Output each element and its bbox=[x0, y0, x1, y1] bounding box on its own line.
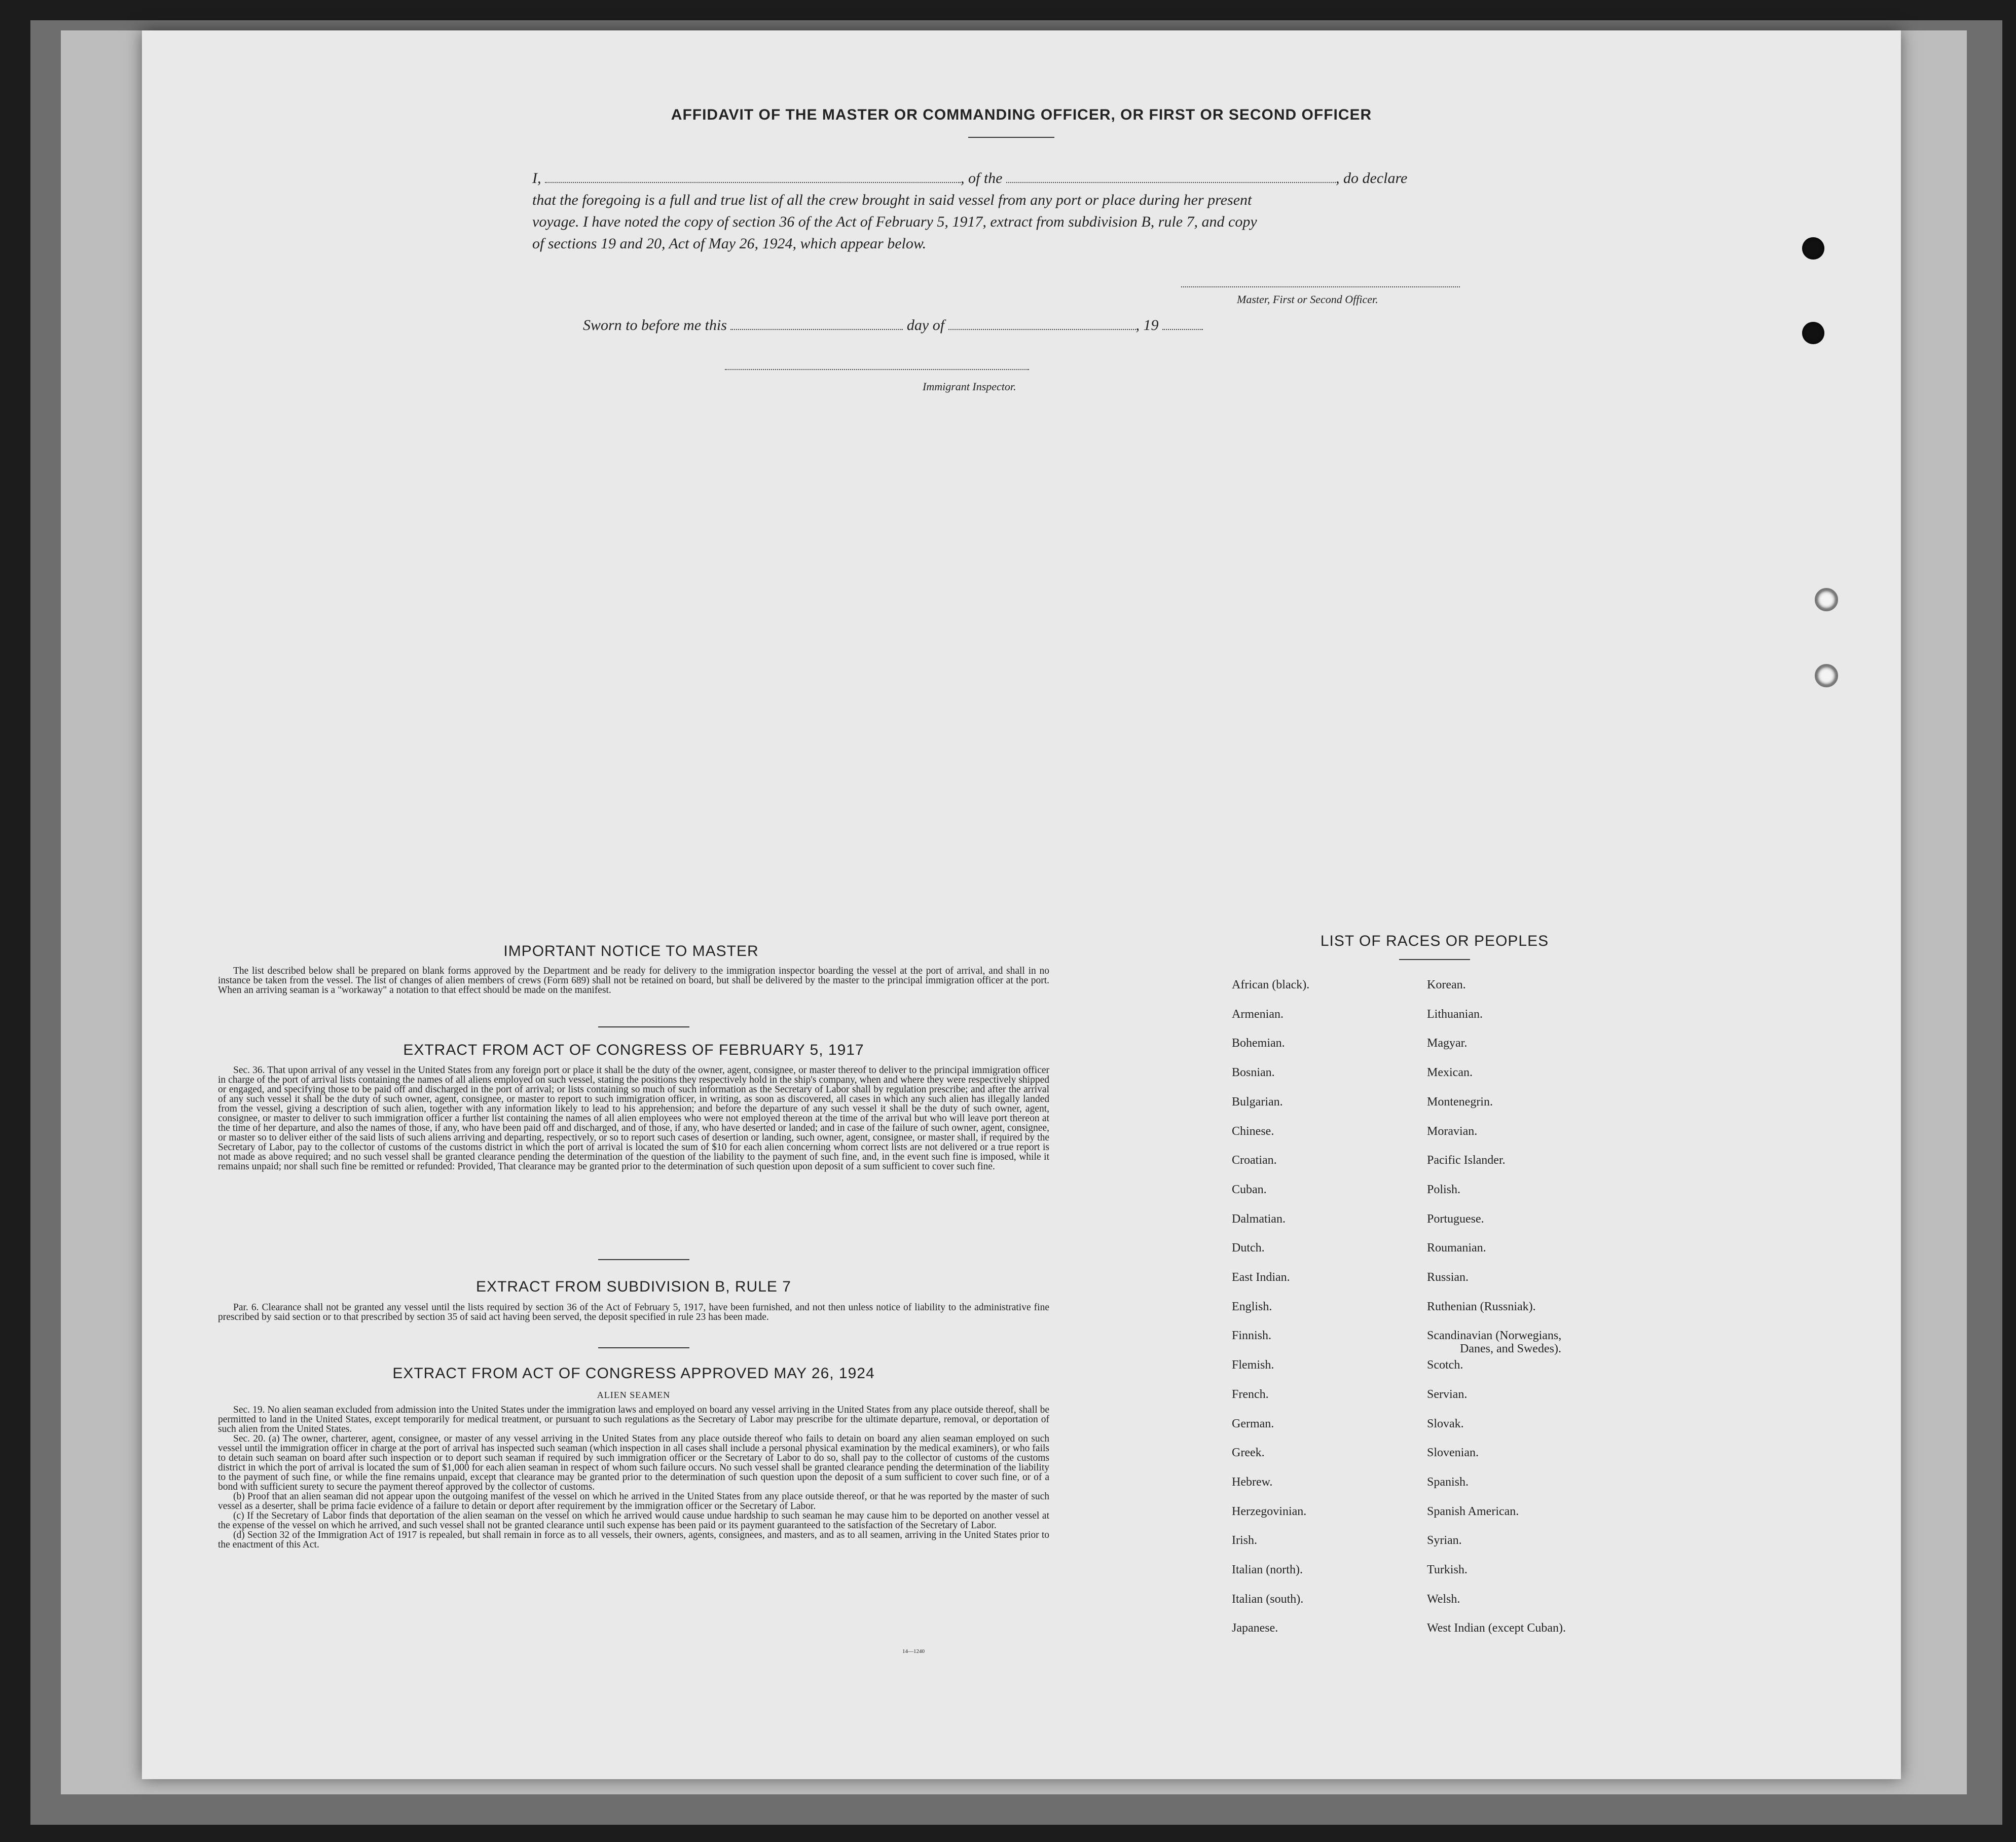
section-20a-paragraph: Sec. 20. (a) The owner, charterer, agent, consignee, or master of any vessel arriving in the United States from any place outside thereof who fails to detain on board any alien seaman employed on such vessel until the immigration officer in charge at the port of arrival has inspected such seaman (which inspection in all cases shall include a personal physical examination by the medical examiners), or who fails to detain such seaman on board after such inspection or to deport such seaman if required by such immigration officer or the Secretary of Labor to do so, shall pay to the collector of customs of the customs district in which the port of arrival is located the sum of $1,000 for each alien seaman in respect of whom such failure occurs. No such vessel shall be granted clearance pending the determination of the liability to the payment of such fine, or while the fine remains unpaid, except that clearance may be granted prior to the determination of such question upon the deposit of a sum sufficient to cover such fine, or of a bond with sufficient surety to secure the payment thereof approved by the collector of customs. bbox=[218, 1433, 1049, 1492]
race-item: Irish. bbox=[1232, 1534, 1257, 1548]
race-item: Syrian. bbox=[1427, 1534, 1462, 1548]
alien-seamen-heading: ALIEN SEAMEN bbox=[597, 1390, 671, 1400]
extract-1924-text bbox=[218, 1405, 1049, 1550]
race-item: Croatian. bbox=[1232, 1154, 1277, 1167]
section-20d-paragraph: (d) Section 32 of the Immigration Act of 1917 is repealed, but shall remain in force as to all vessels, their owners, agents, consignees, and masters, and as to all seamen, arriving in the United States prior to the enactment of this Act. bbox=[218, 1530, 1049, 1550]
race-item: Bulgarian. bbox=[1232, 1095, 1283, 1109]
race-item: Polish. bbox=[1427, 1183, 1461, 1196]
race-item: Bohemian. bbox=[1232, 1037, 1285, 1050]
affidavit-i: I, bbox=[532, 170, 541, 187]
race-item: Mexican. bbox=[1427, 1066, 1473, 1080]
race-item: Danes, and Swedes). bbox=[1460, 1342, 1561, 1356]
race-item: English. bbox=[1232, 1300, 1272, 1313]
extract-1917-rule bbox=[598, 1259, 689, 1260]
races-title: LIST OF RACES OR PEOPLES bbox=[1320, 933, 1549, 949]
extract-1917-text bbox=[218, 1065, 1049, 1171]
race-item: Lithuanian. bbox=[1427, 1007, 1483, 1021]
race-item: Servian. bbox=[1427, 1387, 1468, 1401]
sworn-year-blank bbox=[1162, 317, 1203, 330]
race-item: Russian. bbox=[1427, 1271, 1469, 1284]
race-item: Pacific Islander. bbox=[1427, 1154, 1506, 1167]
affidavit-of-the: , of the bbox=[961, 170, 1003, 187]
race-item: Welsh. bbox=[1427, 1592, 1460, 1606]
race-item: Chinese. bbox=[1232, 1124, 1274, 1138]
race-item: Greek. bbox=[1232, 1446, 1265, 1460]
race-item: Spanish American. bbox=[1427, 1504, 1519, 1518]
notice-rule bbox=[598, 1026, 689, 1027]
form-number: 14—1240 bbox=[902, 1648, 925, 1654]
race-item: Japanese. bbox=[1232, 1622, 1278, 1635]
race-item: German. bbox=[1232, 1417, 1274, 1430]
race-item: Dutch. bbox=[1232, 1241, 1265, 1255]
section-36-paragraph: Sec. 36. That upon arrival of any vessel in the United States from any foreign port or place it shall be the duty of the owner, agent, consignee, or master thereof to deliver to the principal immigration officer in charge of the port of arrival lists containing the names of all aliens employed on such vessel, stating the positions they respectively hold in the ship's company, when and where they were respectively shipped or engaged, and specifying those to be paid off and discharged in the port of arrival; or lists containing so much of such information as the Secretary of Labor shall by regulation prescribe; and after the arrival of any such vessel it shall be the duty of such owner, agent, consignee, or master to report to such immigration officer, in writing, as soon as discovered, all cases in which any such alien has illegally landed from the vessel, giving a description of such alien, together with any information likely to lead to his apprehension; and before the departure of any such vessel it shall be the duty of such owner, agent, consignee, or master to deliver to such immigration officer a further list containing the names of all alien employees who were not employed thereon at the time of the arrival but who will leave port thereon at the time of her departure, and also the names of those, if any, who have been paid off and discharged, and of those, if any, who have deserted or landed; and in case of the failure of such owner, agent, consignee, or master so to deliver either of the said lists of such aliens arriving and departing, respectively, or so to report such cases of desertion or landing, such owner, agent, consignee, or master shall, if required by the Secretary of Labor, pay to the collector of customs of the customs district in which the port of arrival is located the sum of $10 for each alien concerning whom correct lists are not delivered or a true report is not made as above required; and no such vessel shall be granted clearance pending the determination of the question of the liability to the payment of such fine, and, in the event such fine is imposed, while it remains unpaid; nor shall such fine be remitted or refunded: Provided, That clearance may be granted prior to the determination of such question upon deposit of a sum sufficient to cover such fine. bbox=[218, 1065, 1049, 1172]
race-item: East Indian. bbox=[1232, 1271, 1290, 1284]
document-page bbox=[142, 30, 1901, 1779]
sworn-year: , 19 bbox=[1135, 317, 1159, 334]
race-item: Dalmatian. bbox=[1232, 1212, 1286, 1226]
sworn-day-of: day of bbox=[906, 317, 945, 334]
affidavit-line-4: of sections 19 and 20, Act of May 26, 1924, which appear below. bbox=[532, 235, 927, 252]
inspector-signature-line bbox=[725, 369, 1029, 370]
race-item: Ruthenian (Russniak). bbox=[1427, 1300, 1536, 1313]
sworn-day-blank bbox=[730, 317, 903, 330]
race-item: Italian (south). bbox=[1232, 1592, 1304, 1606]
race-item: Scandinavian (Norwegians, bbox=[1427, 1329, 1562, 1343]
race-item: West Indian (except Cuban). bbox=[1427, 1622, 1566, 1635]
master-signature-line bbox=[1181, 286, 1460, 287]
notice-text bbox=[218, 966, 1049, 995]
race-item: Montenegrin. bbox=[1427, 1095, 1493, 1109]
race-item: Italian (north). bbox=[1232, 1563, 1303, 1576]
vessel-blank bbox=[1006, 170, 1336, 183]
race-item: Magyar. bbox=[1427, 1037, 1468, 1050]
race-item: Armenian. bbox=[1232, 1007, 1284, 1021]
section-19-paragraph: Sec. 19. No alien seaman excluded from admission into the United States under the immigration laws and employed on board any vessel arriving in the United States from any place outside thereof, shall be permitted to land in the United States, except temporarily for medical treatment, or pursuant to such regulations as the Secretary of Labor may prescribe for the ultimate departure, removal, or deportation of such alien from the United States. bbox=[218, 1405, 1049, 1434]
race-item: Bosnian. bbox=[1232, 1066, 1275, 1080]
affidavit-line-2: that the foregoing is a full and true list of all the crew brought in said vessel from any port or place during her present bbox=[532, 192, 1252, 208]
inspector-signature-label: Immigrant Inspector. bbox=[923, 380, 1016, 393]
sworn-month-blank bbox=[948, 317, 1136, 330]
sworn-line bbox=[583, 314, 1394, 336]
race-item: Turkish. bbox=[1427, 1563, 1468, 1576]
race-item: Roumanian. bbox=[1427, 1241, 1486, 1255]
rule-7-text bbox=[218, 1303, 1049, 1322]
race-item: Flemish. bbox=[1232, 1358, 1274, 1372]
race-item: Finnish. bbox=[1232, 1329, 1272, 1343]
section-20b-paragraph: (b) Proof that an alien seaman did not appear upon the outgoing manifest of the vessel on which he arrived in the United States from any place outside thereof, or that he was reported by the master of such vessel as a deserter, shall be prima facie evidence of a failure to detain or deport after requirement by the immigration officer or the Secretary of Labor. bbox=[218, 1491, 1049, 1512]
race-item: Hebrew. bbox=[1232, 1475, 1273, 1489]
race-item: Herzegovinian. bbox=[1232, 1504, 1307, 1518]
race-item: Portuguese. bbox=[1427, 1212, 1484, 1226]
punch-hole-icon bbox=[1815, 588, 1838, 611]
races-title-rule bbox=[1399, 959, 1470, 960]
name-blank bbox=[545, 170, 961, 183]
rule-7-title: EXTRACT FROM SUBDIVISION B, RULE 7 bbox=[476, 1278, 791, 1295]
race-item: Scotch. bbox=[1427, 1358, 1463, 1372]
extract-1917-title: EXTRACT FROM ACT OF CONGRESS OF FEBRUARY 5, 1917 bbox=[403, 1042, 864, 1058]
affidavit-title-rule bbox=[968, 137, 1054, 138]
rule-7-rule bbox=[598, 1347, 689, 1348]
punch-hole-icon bbox=[1815, 664, 1838, 687]
affidavit-title: AFFIDAVIT OF THE MASTER OR COMMANDING OFFICER, OR FIRST OR SECOND OFFICER bbox=[671, 106, 1372, 123]
sworn-text: Sworn to before me this bbox=[583, 317, 727, 334]
affidavit-text bbox=[532, 167, 1642, 254]
section-20c-paragraph: (c) If the Secretary of Labor finds that deportation of the alien seaman on the vessel on which he arrived would cause undue hardship to such seaman he may cause him to be deported on another vessel at the expense of the vessel on which he arrived, and such vessel shall not be granted clearance until such expense has been paid or its payment guaranteed to the satisfaction of the Secretary of Labor. bbox=[218, 1511, 1049, 1531]
race-item: Cuban. bbox=[1232, 1183, 1267, 1196]
race-item: Slovenian. bbox=[1427, 1446, 1479, 1460]
notice-paragraph: The list described below shall be prepared on blank forms approved by the Department and be ready for delivery to the immigration inspector boarding the vessel at the port of arrival, and shall in no instance be taken from the vessel. The list of changes of alien members of crews (Form 689) shall not be retained on board, but shall be delivered by the master to the principal immigration officer at the port. When an arriving seaman is a "workaway" a notation to that effect should be made on the manifest. bbox=[218, 966, 1049, 996]
rule-7-paragraph: Par. 6. Clearance shall not be granted any vessel until the lists required by section 36 of the Act of February 5, 1917, have been furnished, and not then unless notice of liability to the administrative fine prescribed by said section or to that prescribed by section 35 of said act having been served, the deposit specified in rule 23 has been made. bbox=[218, 1302, 1049, 1322]
race-item: Korean. bbox=[1427, 978, 1466, 991]
race-item: Spanish. bbox=[1427, 1475, 1469, 1489]
notice-title: IMPORTANT NOTICE TO MASTER bbox=[503, 943, 759, 960]
race-item: African (black). bbox=[1232, 978, 1310, 991]
master-signature-label: Master, First or Second Officer. bbox=[1237, 293, 1378, 306]
race-item: Slovak. bbox=[1427, 1417, 1464, 1430]
punch-hole-icon bbox=[1802, 322, 1824, 344]
punch-hole-icon bbox=[1802, 237, 1824, 260]
extract-1924-title: EXTRACT FROM ACT OF CONGRESS APPROVED MAY 26, 1924 bbox=[392, 1365, 875, 1382]
affidavit-declare: , do declare bbox=[1336, 170, 1408, 187]
race-item: Moravian. bbox=[1427, 1124, 1478, 1138]
affidavit-line-3: voyage. I have noted the copy of section 36 of the Act of February 5, 1917, extract from subdivision B, rule 7, and copy bbox=[532, 213, 1257, 230]
race-item: French. bbox=[1232, 1387, 1269, 1401]
affidavit-line-1 bbox=[532, 167, 1642, 189]
